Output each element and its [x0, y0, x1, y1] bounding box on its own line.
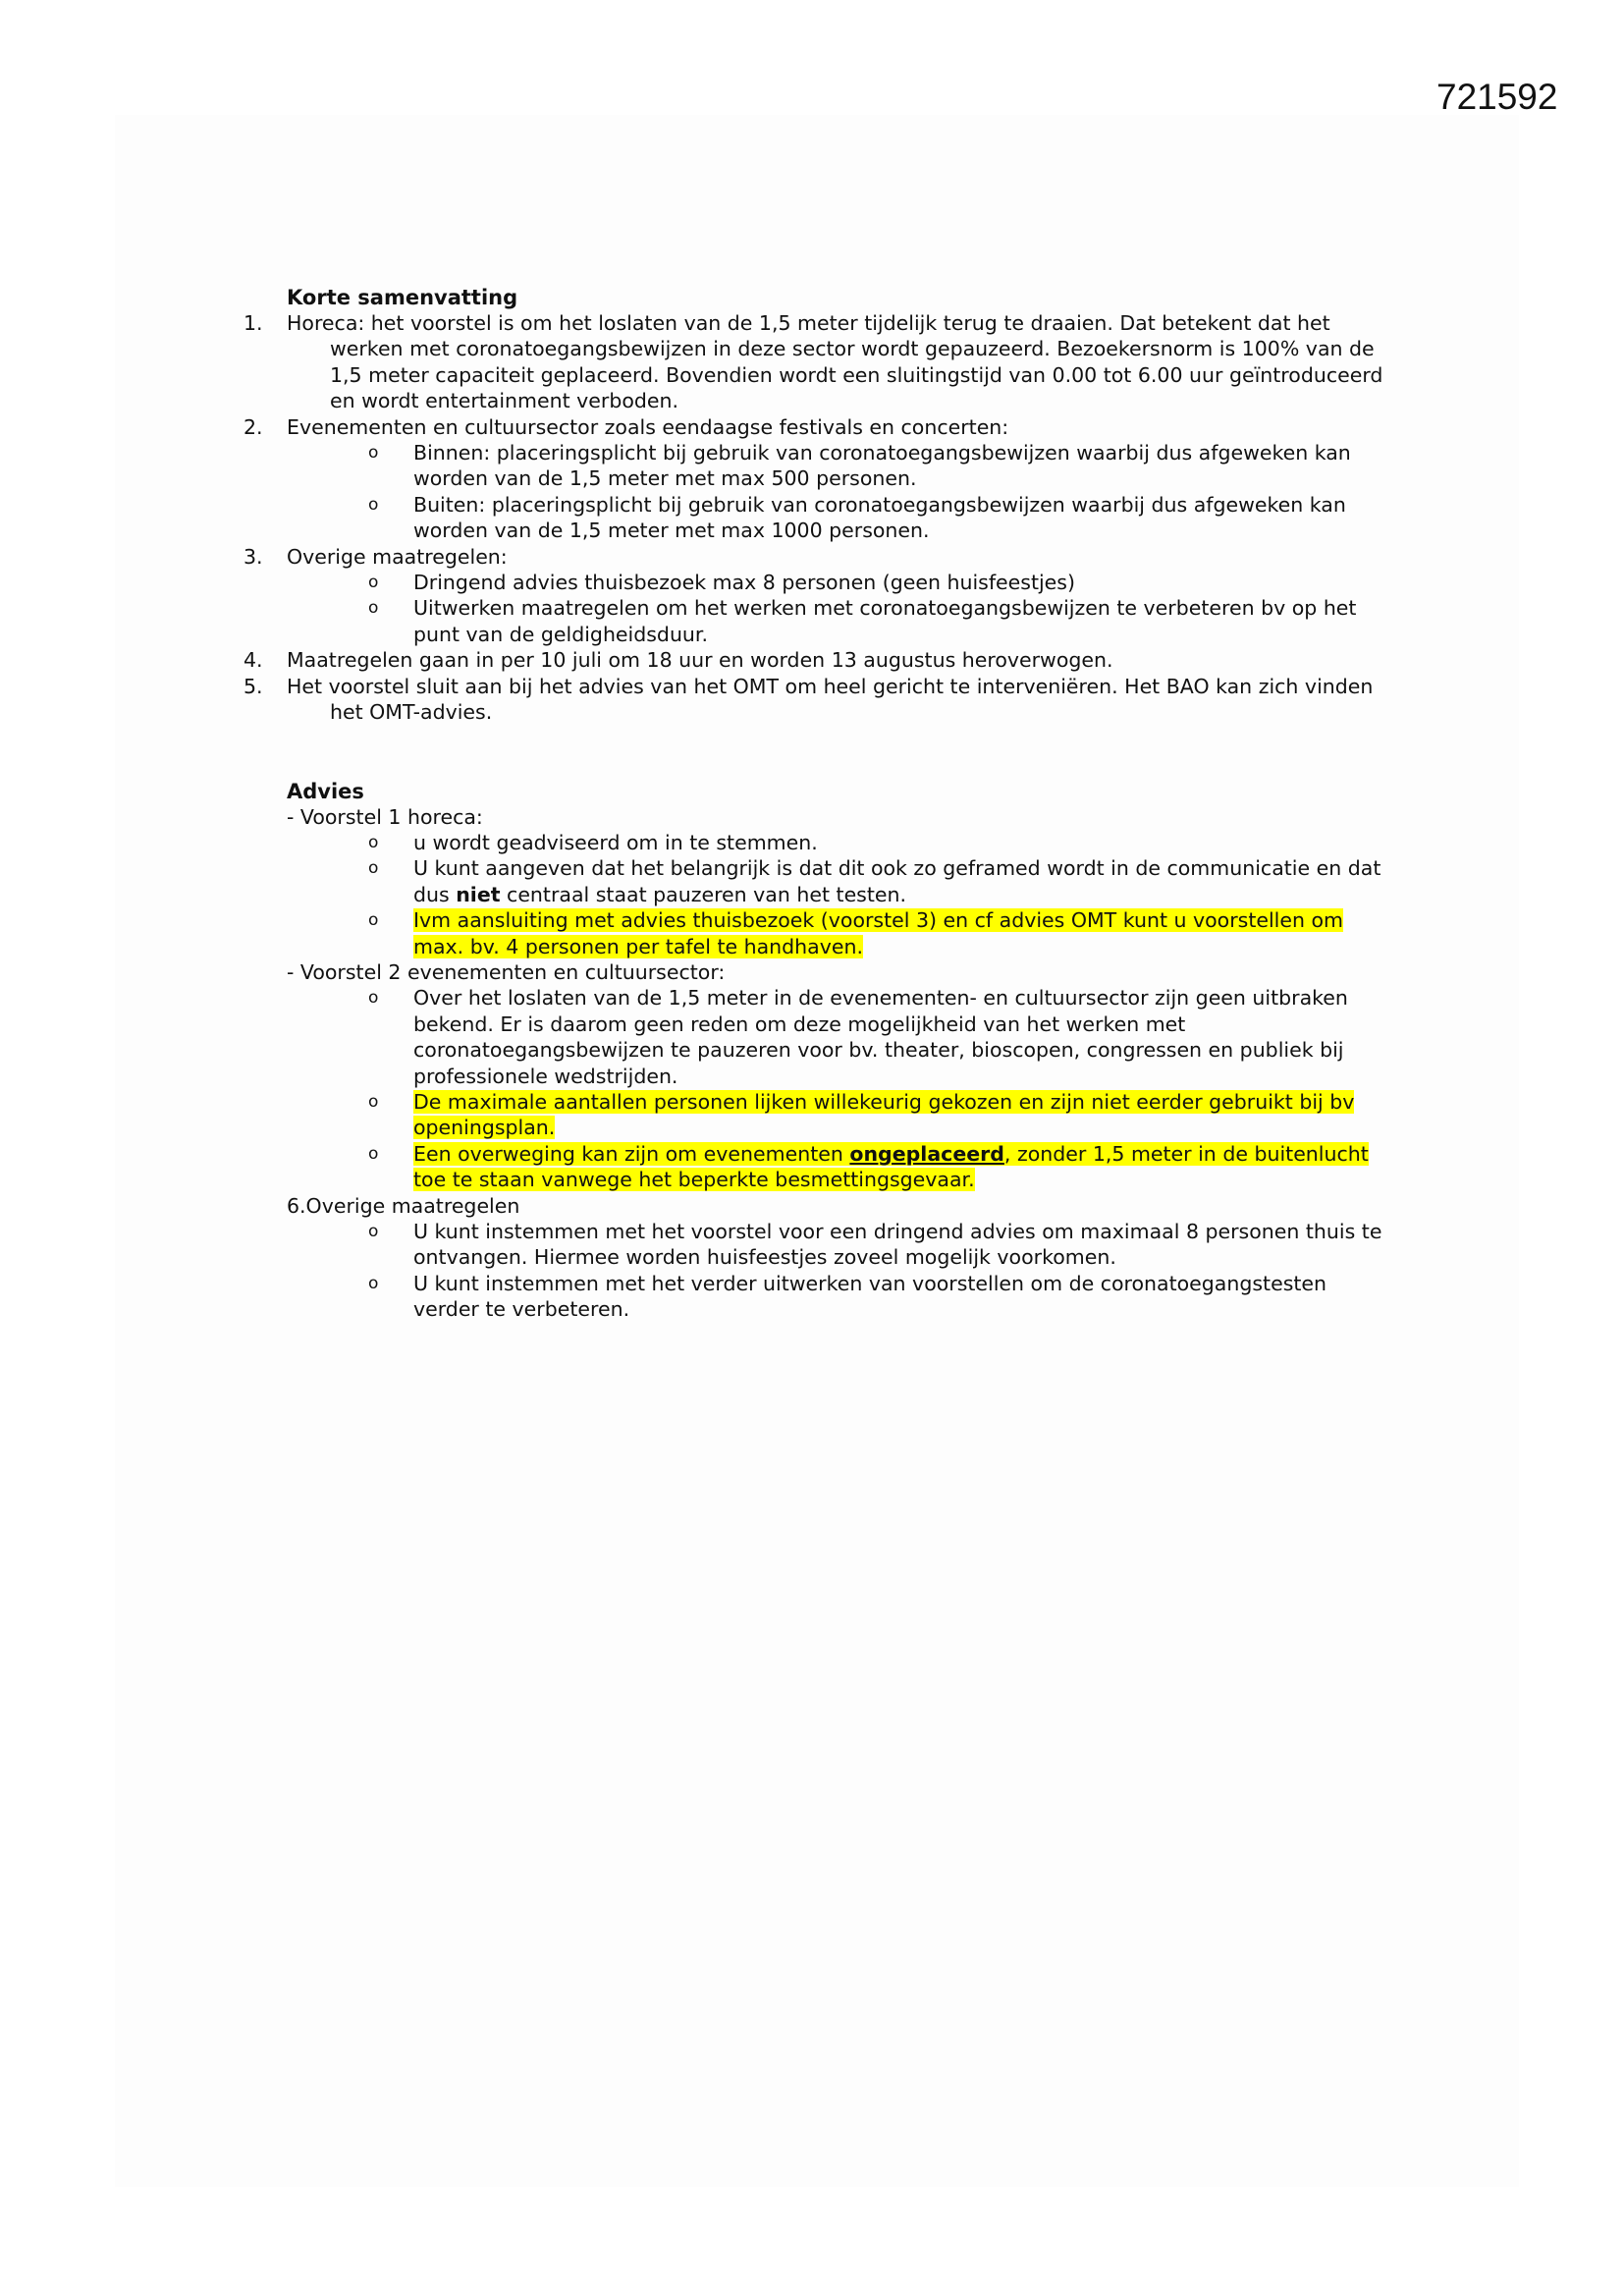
bullet-text: Binnen: placeringsplicht bij gebruik van coronatoegangsbewijzen waarbij dus afgeweken kan worden van de 1,5 meter met max 500 personen.	[413, 441, 1351, 491]
bullet-text: u wordt geadviseerd om in te stemmen.	[413, 830, 818, 854]
summary-bullet	[287, 492, 1386, 544]
circle-bullet-icon: o	[368, 1222, 379, 1241]
circle-bullet-icon: o	[368, 858, 379, 879]
summary-item-1	[287, 310, 1386, 414]
bullet-text: Over het loslaten van de 1,5 meter in de evenementen- en cultuursector zijn geen uitbraken bekend. Er is daarom geen reden om deze mogelijkheid van het werken met coronatoegangsbewijzen te pauzeren voor bv. theater, bioscopen, congressen en publiek bij professionele wedstrijden.	[413, 986, 1348, 1088]
summary-section	[287, 285, 1386, 726]
circle-bullet-icon: o	[368, 1091, 379, 1112]
bullet-text: Uitwerken maatregelen om het werken met coronatoegangsbewijzen te verbeteren bv op het punt van de geldigheidsduur.	[413, 596, 1357, 646]
advice-bullet	[287, 855, 1386, 907]
advice-bullet	[287, 985, 1386, 1089]
bullet-text: U kunt instemmen met het voorstel voor een dringend advies om maximaal 8 personen thuis te ontvangen. Hiermee worden huisfeestjes zoveel mogelijk voorkomen.	[413, 1220, 1382, 1270]
other-measures-label: 6.Overige maatregelen	[287, 1193, 520, 1218]
summary-bullet	[287, 570, 1386, 595]
proposal-2-label: - Voorstel 2 evenementen en cultuursector:	[287, 959, 726, 984]
bullet-text: centraal staat pauzeren van het testen.	[500, 882, 907, 906]
document-body	[287, 285, 1386, 1323]
document-number: 721592	[1436, 77, 1558, 117]
highlighted-text: De maximale aantallen personen lijken willekeurig gekozen en zijn niet eerder gebruikt bij bv openingsplan.	[413, 1089, 1355, 1140]
advice-bullet	[287, 1219, 1386, 1271]
highlighted-text: Een overweging kan zijn om evenementen	[413, 1141, 850, 1166]
item-text: Evenementen en cultuursector zoals eendaagse festivals en concerten:	[287, 414, 1009, 439]
summary-item-2	[287, 414, 1386, 440]
summary-item-5	[287, 674, 1386, 726]
proposal-1-label: - Voorstel 1 horeca:	[287, 804, 483, 829]
bullet-text: U kunt instemmen met het verder uitwerken van voorstellen om de coronatoegangstesten verder te verbeteren.	[413, 1271, 1327, 1322]
circle-bullet-icon: o	[368, 832, 379, 852]
advice-bullet-highlighted	[287, 907, 1386, 959]
item-text: Overige maatregelen:	[287, 544, 508, 569]
advice-bullet	[287, 1271, 1386, 1323]
summary-heading: Korte samenvatting	[287, 286, 518, 309]
emphasis-text: niet	[456, 882, 501, 906]
circle-bullet-icon: o	[368, 910, 379, 931]
summary-item-3	[287, 544, 1386, 570]
circle-bullet-icon: o	[368, 1273, 379, 1293]
bullet-text: Buiten: placeringsplicht bij gebruik van coronatoegangsbewijzen waarbij dus afgeweken kan worden van de 1,5 meter met max 1000 personen.	[413, 492, 1346, 543]
bullet-text: Dringend advies thuisbezoek max 8 personen (geen huisfeestjes)	[413, 571, 1075, 595]
item-text: Horeca: het voorstel is om het loslaten van de 1,5 meter tijdelijk terug te draaien. Dat betekent dat het werken met coronatoegangsbewijzen in deze sector wordt gepauzeerd. Bezoekersnorm is 100% van de 1,5 meter capaciteit geplaceerd. Bovendien wordt een sluitingstijd van 0.00 tot 6.00 uur geïntroduceerd en wordt entertainment verboden.	[287, 311, 1383, 413]
summary-bullet	[287, 440, 1386, 492]
circle-bullet-icon: o	[368, 598, 379, 619]
circle-bullet-icon: o	[368, 1143, 379, 1164]
highlighted-text: , zonder 1,5 meter in de buitenlucht toe te staan vanwege het beperkte besmettingsgevaar.	[413, 1141, 1369, 1192]
advice-bullet-highlighted	[287, 1141, 1386, 1193]
advice-bullet-highlighted	[287, 1089, 1386, 1141]
advice-bullet	[287, 830, 1386, 855]
circle-bullet-icon: o	[368, 988, 379, 1009]
item-text: Het voorstel sluit aan bij het advies van het OMT om heel gericht te interveniëren. Het BAO kan zich vinden het OMT-advies.	[287, 674, 1374, 725]
bullet-text: U kunt aangeven dat het belangrijk is dat dit ook zo geframed wordt in de communicatie en dat dus	[413, 856, 1381, 906]
advice-section	[287, 779, 1386, 1323]
summary-item-4	[287, 647, 1386, 673]
circle-bullet-icon: o	[368, 494, 379, 515]
advice-heading: Advies	[287, 779, 364, 803]
highlighted-text: Ivm aansluiting met advies thuisbezoek (voorstel 3) en cf advies OMT kunt u voorstellen om max. bv. 4 personen per tafel te handhaven.	[413, 908, 1344, 958]
summary-bullet	[287, 595, 1386, 647]
emphasis-text: ongeplaceerd	[849, 1141, 1004, 1166]
circle-bullet-icon: o	[368, 443, 379, 464]
section-spacer	[287, 726, 1386, 779]
item-text: Maatregelen gaan in per 10 juli om 18 uur en worden 13 augustus heroverwogen.	[287, 648, 1113, 673]
circle-bullet-icon: o	[368, 573, 379, 593]
